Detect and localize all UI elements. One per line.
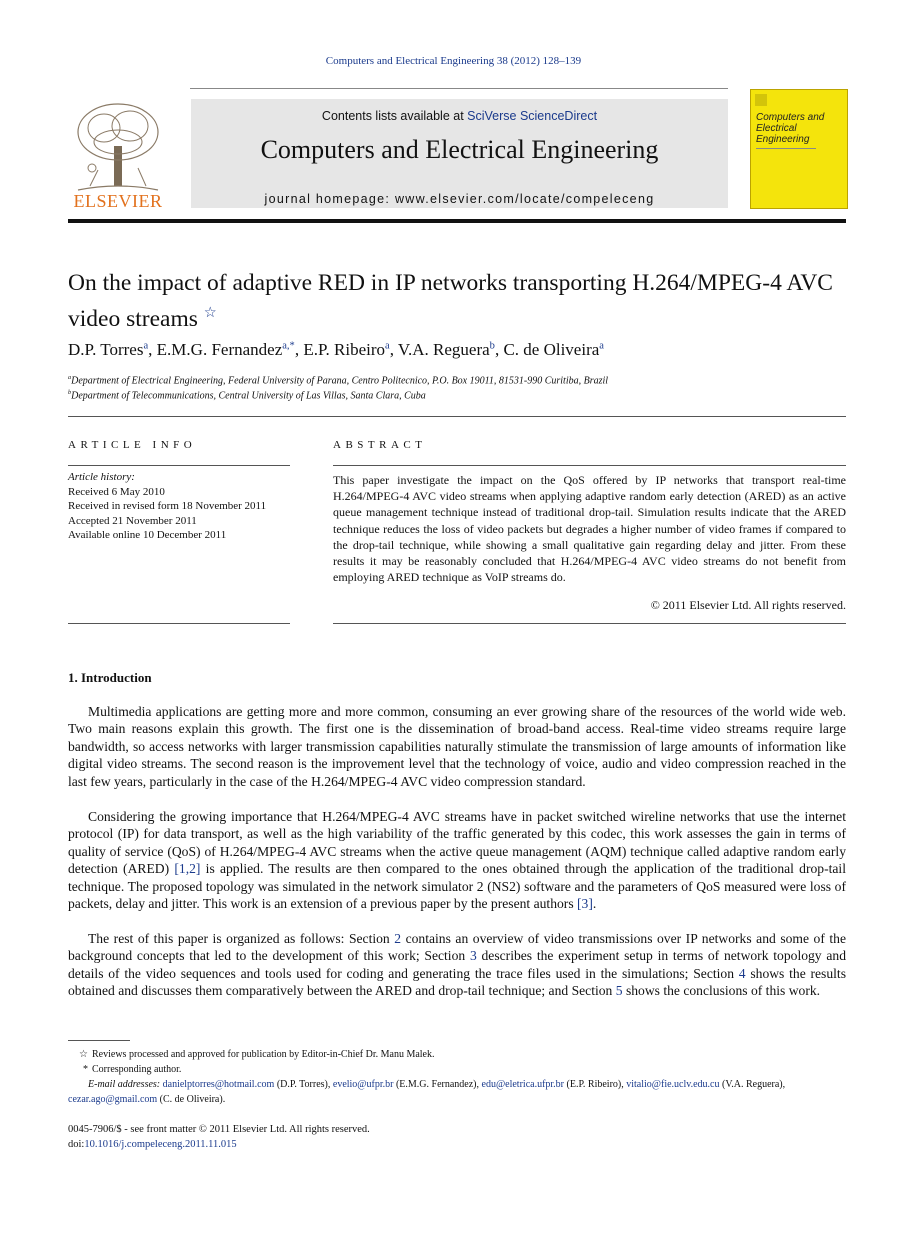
- paragraph-text: shows the conclusions of this work.: [622, 983, 821, 999]
- abstract-rule-bottom: [333, 623, 846, 624]
- doi-line: [68, 1137, 370, 1152]
- history-label: Article history:: [68, 471, 135, 483]
- author-name: D.P. Torres: [68, 340, 144, 359]
- section-link[interactable]: 2: [394, 931, 402, 946]
- masthead-top-rule: [190, 88, 728, 89]
- section-link[interactable]: 4: [738, 965, 746, 981]
- sciencedirect-link[interactable]: SciVerse ScienceDirect: [467, 109, 598, 123]
- history-item: Received in revised form 18 November 2011: [68, 500, 267, 512]
- footnote-rule: [68, 1040, 130, 1041]
- author-name: E.M.G. Fernandez: [156, 340, 283, 359]
- intro-paragraph-1: Multimedia applications are getting more and more common, consuming an ever growing share of the resources of the world wide web. Two main reasons explain this growth. The first one is the dissemination of broad-band access. Real-time video streams require large bandwidth, so access networks with larger transmission capabilities naturally stimulate the transmission of large amounts of information like digital video streams. The second reason is the improvement level that the technology of voice, audio and video compression reached in the last few years, particularly in the case of the H.264/MPEG-4 AVC video compression standard.: [68, 704, 846, 789]
- footnote-text: Corresponding author.: [92, 1064, 182, 1075]
- journal-cover-thumbnail[interactable]: [750, 89, 848, 209]
- header-rule: [68, 416, 846, 417]
- paragraph-text: is applied. The results are then compared to the ones obtained through the application of the traditional drop-tail technique. The proposed topology was simulated in the network simulator 2 (NS2) software and the parameters of QoS measured were loss of packets, delay and jitter. This work is an extension of a previous paper by the present authors: [68, 861, 846, 912]
- paragraph-text: Considering the growing importance that H.264/MPEG-4 AVC streams have in packet switched wireline networks that use the internet protocol (IP) for data transport, as well as the high variability of the traffic generated by this codec, this work assesses the gain in terms of quality of service (QoS) of H.264/MPEG-4 AVC streams when the active queue management (AQM) technique called adaptive random early detection (ARED): [68, 809, 846, 877]
- footnote-review: [68, 1047, 846, 1062]
- email-owner: (V.A. Reguera),: [719, 1079, 786, 1090]
- email-link[interactable]: edu@eletrica.ufpr.br: [481, 1079, 565, 1090]
- contents-line: [191, 109, 728, 123]
- article-info-label: ARTICLE INFO: [68, 439, 197, 451]
- history-item: Received 6 May 2010: [68, 485, 165, 498]
- intro-paragraph-3: [68, 930, 846, 1000]
- paragraph-text: shows the results obtained and discusses them comparatively between the ARED and drop-tail technique; and Section: [68, 965, 846, 999]
- section-heading-introduction: 1. Introduction: [68, 670, 152, 685]
- info-rule-top: [68, 465, 290, 466]
- masthead-bottom-rule: [68, 219, 846, 223]
- email-owner: (E.M.G. Fernandez),: [393, 1079, 482, 1090]
- email-link[interactable]: evelio@ufpr.br: [332, 1079, 394, 1090]
- paragraph-text: contains an overview of video transmissions over IP networks and some of the background concepts that led to the development of this work; Section: [68, 931, 846, 964]
- abstract-copyright: © 2011 Elsevier Ltd. All rights reserved.: [650, 598, 846, 612]
- footnote-corresponding: [68, 1062, 846, 1077]
- history-item: Available online 10 December 2011: [68, 529, 227, 541]
- author-name: C. de Oliveira: [503, 340, 600, 359]
- history-item: Accepted 21 November 2011: [68, 514, 197, 527]
- info-rule-bottom: [68, 623, 290, 624]
- footnote-emails: [68, 1077, 846, 1107]
- affiliation-mark: b: [68, 389, 72, 396]
- contents-prefix: Contents lists available at: [321, 109, 468, 123]
- cover-elsevier-icon: [755, 94, 767, 106]
- email-owner: (E.P. Ribeiro),: [564, 1079, 627, 1090]
- author-affil-link[interactable]: a: [143, 340, 149, 352]
- section-link[interactable]: 3: [469, 948, 477, 964]
- intro-paragraph-2: [68, 808, 846, 912]
- affiliation: [68, 374, 858, 386]
- reference-link[interactable]: [3]: [577, 896, 593, 912]
- email-owner: (D.P. Torres),: [274, 1079, 333, 1090]
- paper-title: [68, 268, 858, 334]
- author-name: V.A. Reguera: [397, 340, 490, 359]
- elsevier-logo[interactable]: [68, 98, 168, 210]
- author-affil-link[interactable]: a,*: [282, 340, 295, 352]
- journal-homepage: [191, 192, 728, 206]
- affiliation: [68, 389, 858, 401]
- email-link[interactable]: danielptorres@hotmail.com: [162, 1079, 275, 1090]
- journal-banner: [191, 99, 728, 208]
- homepage-url[interactable]: www.elsevier.com/locate/compeleceng: [394, 192, 655, 206]
- elsevier-wordmark: ELSEVIER: [73, 191, 163, 211]
- footnote-asterisk-mark: *: [83, 1064, 88, 1075]
- paragraph-text: .: [592, 896, 597, 912]
- author-name: E.P. Ribeiro: [303, 340, 386, 359]
- cover-rule: [756, 148, 816, 149]
- footnote-text: Reviews processed and approved for publication by Editor-in-Chief Dr. Manu Malek.: [92, 1049, 435, 1060]
- affiliation-mark: a: [68, 374, 72, 381]
- homepage-prefix: journal homepage:: [264, 192, 395, 206]
- author-list: D.P. Torres$^a$, E.M.G. Fernandez$^{a,*}$, E.P. Ribeiro$^a$, V.A. Reguera$^b$, C. de Oliveira$^a$: [68, 340, 604, 359]
- doi-link[interactable]: 10.1016/j.compeleceng.2011.11.015: [84, 1139, 237, 1150]
- paper-title-text: On the impact of adaptive RED in IP networks transporting H.264/MPEG-4 AVC video streams: [68, 270, 833, 332]
- author-affil-link[interactable]: a: [599, 340, 604, 352]
- title-star-footnote-link[interactable]: ☆: [203, 305, 217, 321]
- abstract-rule-top: [333, 465, 846, 466]
- reference-link[interactable]: [1,2]: [174, 861, 201, 877]
- email-owner: (C. de Oliveira).: [157, 1094, 226, 1105]
- doi-prefix: doi:: [68, 1139, 85, 1150]
- journal-citation[interactable]: Computers and Electrical Engineering 38 (2012) 128–139: [325, 55, 582, 67]
- section-link[interactable]: 5: [615, 983, 623, 999]
- abstract-label: ABSTRACT: [333, 439, 427, 451]
- author-affil-link[interactable]: b: [489, 340, 495, 352]
- issn-block: [68, 1122, 370, 1152]
- paragraph-text: describes the experiment setup in terms of network topology and details of the video sequences and tools used for coding and generating the trace files used in the simulations; Section: [68, 948, 846, 981]
- issn-line: 0045-7906/$ - see front matter © 2011 Elsevier Ltd. All rights reserved.: [68, 1124, 370, 1135]
- paragraph-text: The rest of this paper is organized as follows: Section: [88, 931, 395, 946]
- journal-masthead: [68, 88, 846, 224]
- footnote-star-mark: ☆: [79, 1049, 88, 1060]
- email-link[interactable]: cezar.ago@gmail.com: [68, 1094, 158, 1105]
- email-label: E-mail addresses:: [88, 1079, 161, 1090]
- abstract-text: This paper investigate the impact on the QoS offered by IP networks that transport real-time H.264/MPEG-4 AVC video streams when applying adaptive random early detection (ARED) as an active queue management technique instead of traditional drop-tail. Simulation results indicate that the ARED technique reduces the loss of video packets but degrades a higher number of video frames if compared to the drop-tail technique, while showing a small qualitative gain regarding delay and jitter. From these results it may be reasonably concluded that H.264/MPEG-4 AVC video streams do not benefit from employing ARED technique as VoIP streams do.: [333, 473, 846, 585]
- affiliation-text: Department of Electrical Engineering, Federal University of Parana, Centro Politecnico, P.O. Box 19011, 81531-990 Curitiba, Brazil: [71, 375, 609, 387]
- article-history: [68, 470, 290, 543]
- cover-title: Computers and Electrical Engineering: [756, 112, 825, 145]
- email-link[interactable]: vitalio@fie.uclv.edu.cu: [626, 1079, 720, 1090]
- journal-title: Computers and Electrical Engineering: [260, 135, 659, 164]
- affiliation-text: Department of Telecommunications, Central University of Las Villas, Santa Clara, Cuba: [71, 390, 426, 402]
- author-affil-link[interactable]: a: [385, 340, 390, 352]
